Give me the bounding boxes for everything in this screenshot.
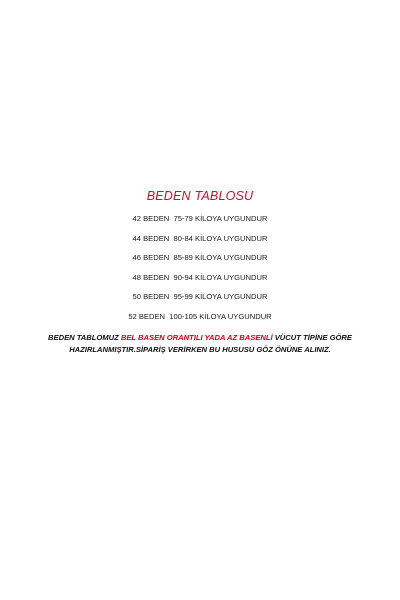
size-row-48: 48 BEDEN 90-94 KİLOYA UYGUNDUR — [132, 272, 268, 282]
size-note-highlight: BEL BASEN ORANTILI YADA AZ BASENLİ — [120, 333, 273, 342]
page-title: BEDEN TABLOSU — [146, 189, 254, 203]
size-row-42: 42 BEDEN 75-79 KİLOYA UYGUNDUR — [132, 214, 268, 223]
size-note-line-2: HAZIRLANMIŞTIR.SİPARİŞ VERİRKEN BU HUSUSU GÖZ ÖNÜNE ALINIZ. — [69, 345, 331, 354]
size-row-44: 44 BEDEN 80-84 KİLOYA UYGUNDUR — [132, 233, 268, 243]
size-list — [0, 214, 400, 331]
size-row-46: 46 BEDEN 85-89 KİLOYA UYGUNDUR — [132, 253, 268, 262]
size-note-text-start: BEDEN TABLOMUZ — [48, 333, 121, 342]
size-note-text-end: VÜCUT TİPİNE GÖRE — [272, 333, 352, 342]
size-note — [0, 332, 400, 356]
size-note-line-1 — [0, 332, 400, 344]
size-row-52: 52 BEDEN 100-105 KİLOYA UYGUNDUR — [128, 311, 272, 321]
size-row-50: 50 BEDEN 95-99 KİLOYA UYGUNDUR — [132, 292, 268, 301]
